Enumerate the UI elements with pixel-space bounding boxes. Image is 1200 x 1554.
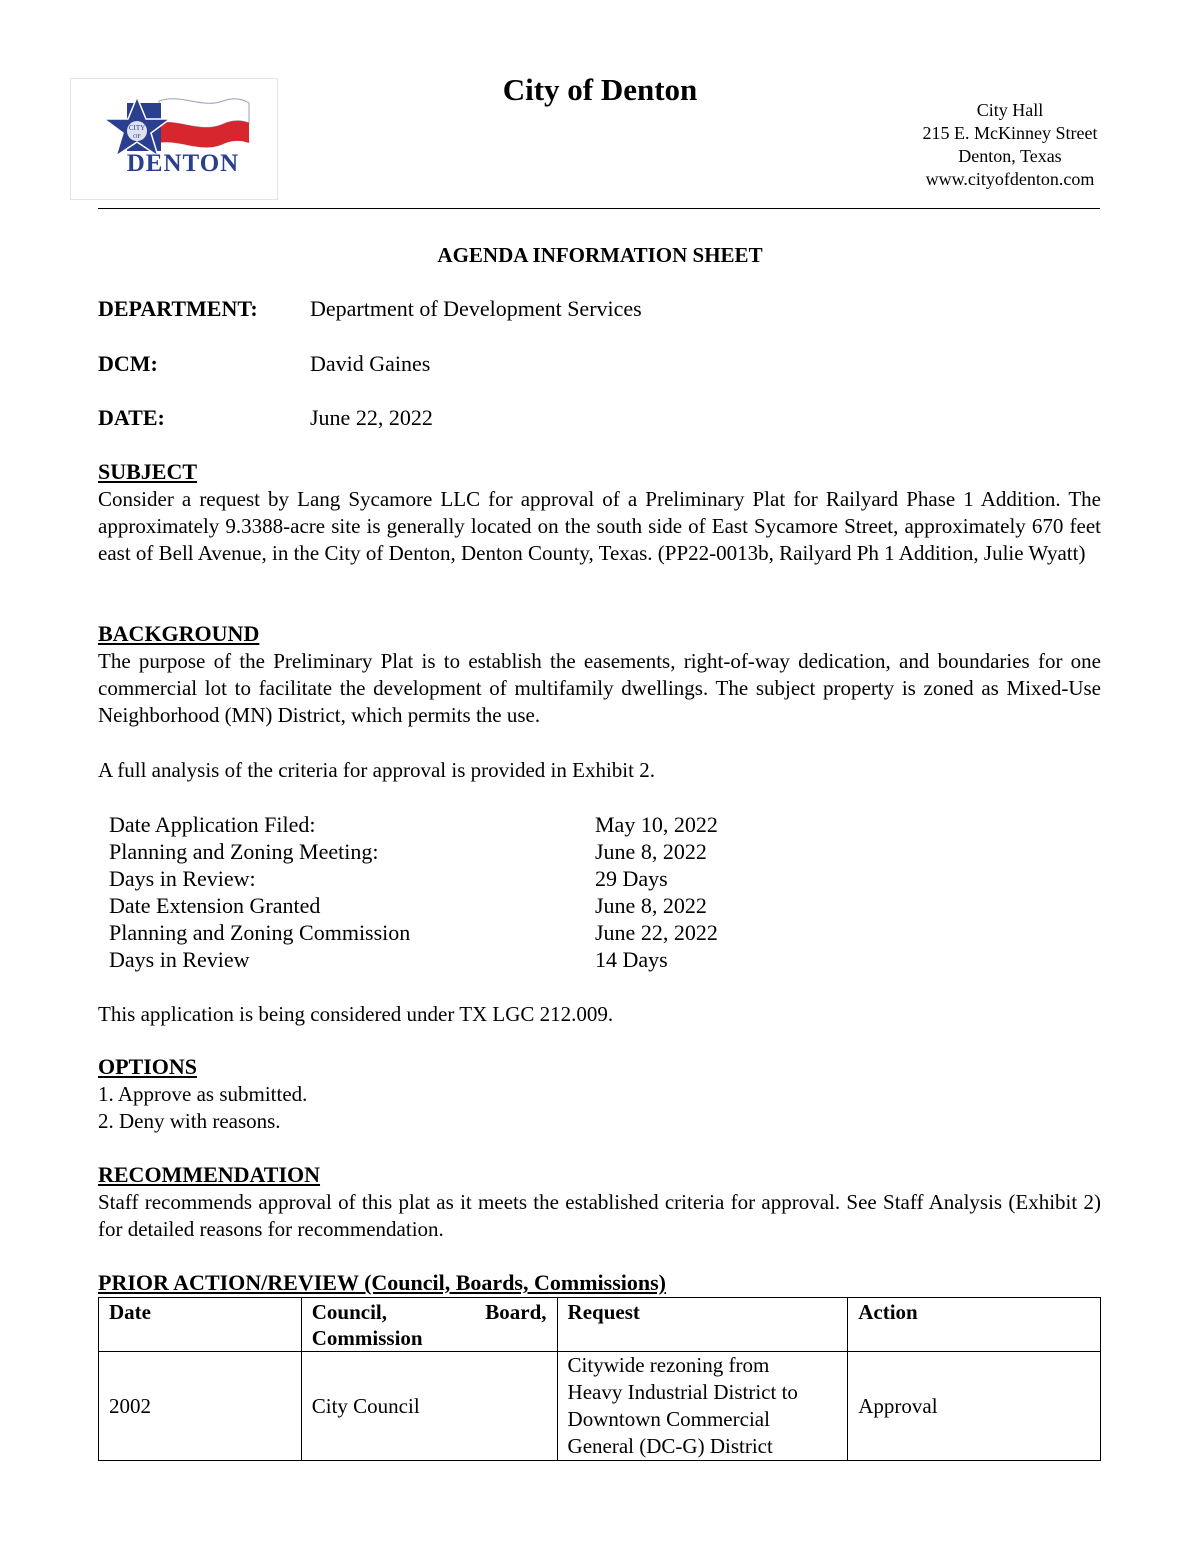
prior-action-heading: PRIOR ACTION/REVIEW (Council, Boards, Commissions): [98, 1270, 667, 1295]
header-divider: [98, 208, 1100, 209]
logo-denton-text: DENTON: [126, 150, 240, 177]
cell-request: [557, 1352, 848, 1461]
dcm-label: DCM:: [98, 351, 158, 376]
address-line: Denton, Texas: [958, 146, 1062, 166]
timeline-label: Planning and Zoning Commission: [109, 920, 411, 945]
timeline-value: June 8, 2022: [595, 893, 707, 918]
department-label: DEPARTMENT:: [98, 296, 258, 321]
request-line: Downtown Commercial: [567, 1407, 770, 1431]
prior-action-table: [98, 1297, 1101, 1461]
option-item: 1. Approve as submitted.: [98, 1082, 308, 1106]
table-row: [99, 1352, 1101, 1461]
column-header-council: [301, 1298, 557, 1352]
address-line: City Hall: [976, 100, 1044, 120]
website-link[interactable]: www.cityofdenton.com: [925, 169, 1095, 189]
column-header-commission-part: Commission: [311, 1326, 423, 1350]
column-header-council-part: Council,: [311, 1300, 387, 1324]
dcm-value: David Gaines: [310, 351, 431, 376]
date-value: June 22, 2022: [310, 405, 433, 430]
city-hall-address: [890, 99, 1130, 191]
statute-text: This application is being considered under TX LGC 212.009.: [98, 1002, 614, 1026]
timeline-value: June 8, 2022: [595, 839, 707, 864]
request-line: General (DC-G) District: [567, 1434, 773, 1458]
background-text: The purpose of the Preliminary Plat is to establish the easements, right-of-way dedication, and boundaries for one commercial lot to facilitate the development of multifamily dwellings. The subject property is zoned as Mixed-Use Neighborhood (MN) District, which permits the use.: [98, 649, 1101, 727]
background-heading: BACKGROUND: [98, 621, 260, 646]
column-header-date: Date: [99, 1298, 302, 1352]
subject-heading: SUBJECT: [98, 459, 198, 484]
timeline-value: May 10, 2022: [595, 812, 718, 837]
sheet-title: AGENDA INFORMATION SHEET: [437, 243, 763, 267]
options-heading: OPTIONS: [98, 1054, 198, 1079]
logo-of-text: OF: [133, 134, 141, 140]
criteria-text: A full analysis of the criteria for approval is provided in Exhibit 2.: [98, 758, 655, 782]
timeline-label: Date Extension Granted: [109, 893, 321, 918]
timeline-label: Date Application Filed:: [109, 812, 316, 837]
column-header-request: Request: [557, 1298, 848, 1352]
cell-action: Approval: [848, 1352, 1101, 1461]
timeline-value: June 22, 2022: [595, 920, 718, 945]
option-item: 2. Deny with reasons.: [98, 1109, 281, 1133]
department-value: Department of Development Services: [310, 296, 642, 321]
logo-city-text: CITY: [128, 124, 146, 132]
cell-council: City Council: [301, 1352, 557, 1461]
recommendation-text: Staff recommends approval of this plat as it meets the established criteria for approval. See Staff Analysis (Exhibit 2) for detailed reasons for recommendation.: [98, 1190, 1101, 1241]
timeline-label: Days in Review: [109, 947, 250, 972]
address-line: 215 E. McKinney Street: [922, 123, 1098, 143]
timeline-label: Planning and Zoning Meeting:: [109, 839, 379, 864]
timeline-value: 29 Days: [595, 866, 668, 891]
timeline-value: 14 Days: [595, 947, 668, 972]
recommendation-heading: RECOMMENDATION: [98, 1162, 321, 1187]
request-line: Citywide rezoning from: [567, 1353, 770, 1377]
cell-date: 2002: [99, 1352, 302, 1461]
column-header-action: Action: [848, 1298, 1101, 1352]
table-header-row: [99, 1298, 1101, 1352]
page-title: City of Denton: [502, 72, 698, 107]
column-header-board-part: Board,: [485, 1300, 547, 1324]
date-label: DATE:: [98, 405, 165, 430]
timeline-label: Days in Review:: [109, 866, 256, 891]
request-line: Heavy Industrial District to: [567, 1380, 798, 1404]
subject-text: Consider a request by Lang Sycamore LLC for approval of a Preliminary Plat for Railyard Phase 1 Addition. The approximately 9.3388-acre site is generally located on the south side of East Sycamore Street, approximately 670 feet east of Bell Avenue, in the City of Denton, Denton County, Texas. (PP22-0013b, Railyard Ph 1 Addition, Julie Wyatt): [98, 487, 1101, 565]
